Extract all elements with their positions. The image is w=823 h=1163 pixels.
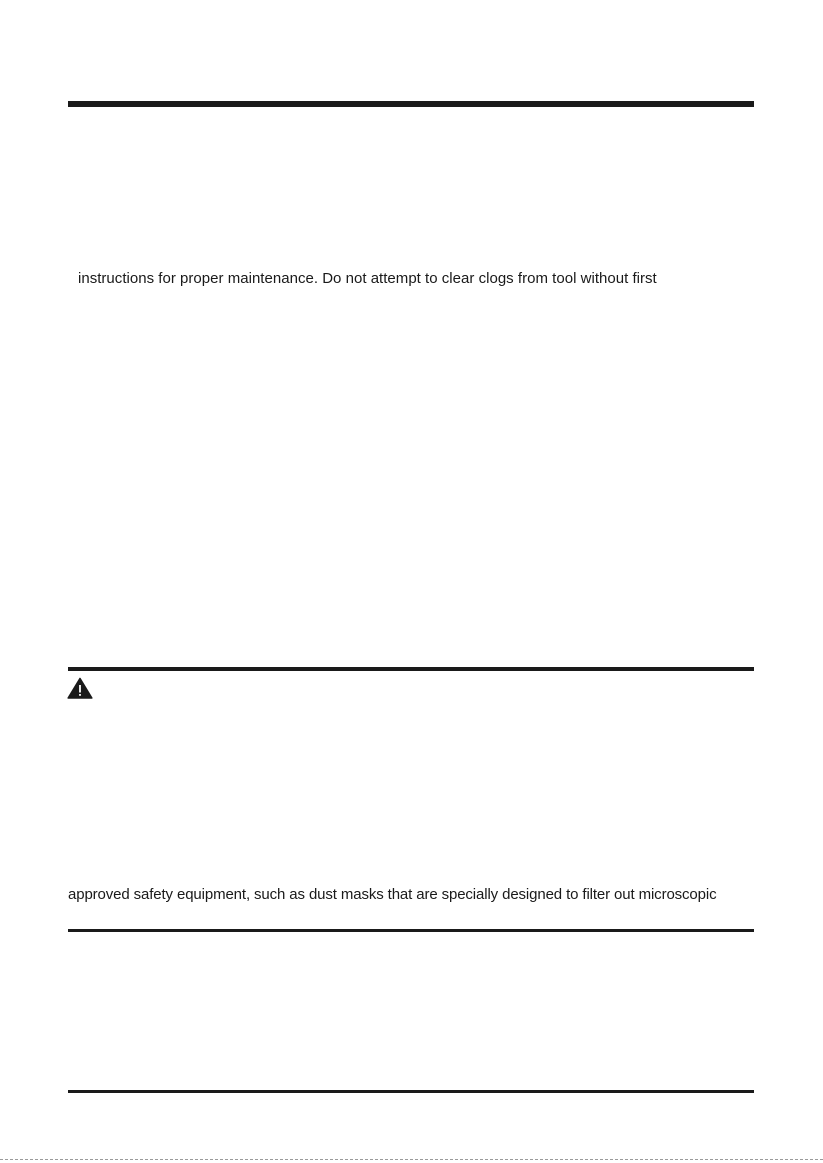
top-divider-rule [68,101,754,107]
page-edge-dotted-line [0,1159,823,1160]
bottom-divider-rule [68,1090,754,1093]
warning-divider-rule [68,667,754,671]
warning-triangle-icon [67,677,93,699]
maintenance-text-line: instructions for proper maintenance. Do not attempt to clear clogs from tool without first [78,270,657,287]
safety-equipment-text-line: approved safety equipment, such as dust masks that are specially designed to filter out microscopic [68,886,717,903]
lower-divider-rule [68,929,754,932]
